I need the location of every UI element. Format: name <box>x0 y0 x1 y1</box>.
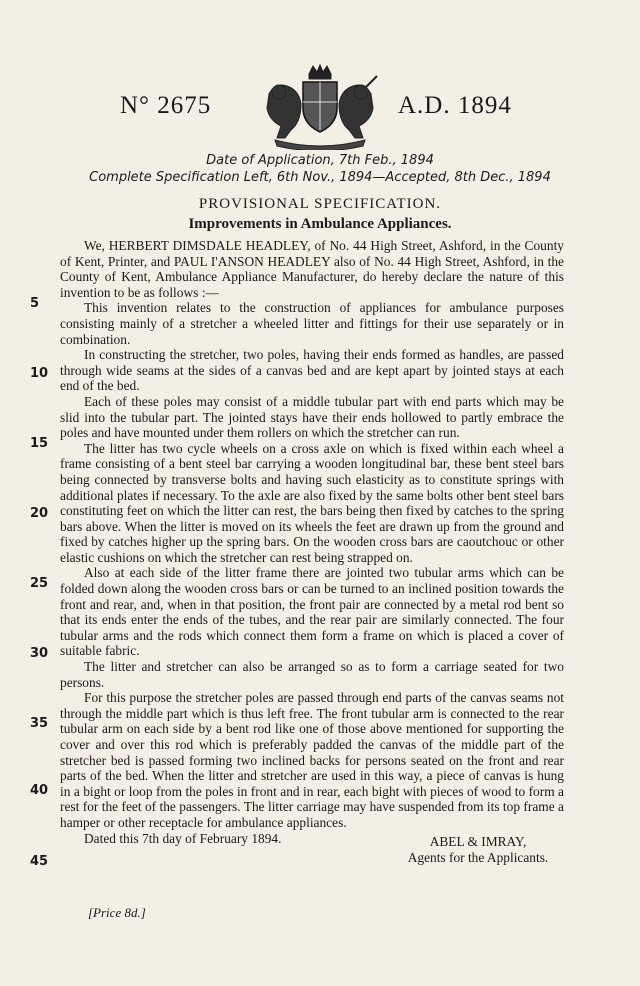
agent-firm: ABEL & IMRAY, <box>429 834 527 849</box>
line-number: 20 <box>30 506 49 521</box>
complete-specification-dates: Complete Specification Left, 6th Nov., 1894—Accepted, 8th Dec., 1894 <box>89 170 551 185</box>
paragraph-poles: Each of these poles may consist of a middle tubular part with end parts which may be slid into the tubular part. The jointed stays have their ends hollowed to partly embrace the poles and have mounted under them rollers on which the stretcher can run. <box>60 393 564 441</box>
invention-title: Improvements in Ambulance Appliances. <box>188 216 452 232</box>
line-number: 45 <box>30 854 49 869</box>
line-number: 10 <box>30 366 49 381</box>
line-number: 15 <box>30 436 49 451</box>
date-of-application: Date of Application, 7th Feb., 1894 <box>206 153 434 168</box>
paragraph-applicants: We, HERBERT DIMSDALE HEADLEY, of No. 44 High Street, Ashford, in the County of Kent, Printer, and PAUL I'ANSON HEADLEY also of No. 44 High Street, Ashford, in the County of Kent, Ambulance Appliance Manufacturer, do hereby declare the nature of this invention to be as follows :— <box>60 238 564 300</box>
paragraph-carriage: The litter and stretcher can also be arranged so as to form a carriage seated for two persons. <box>60 659 564 690</box>
provisional-specification-heading: PROVISIONAL SPECIFICATION. <box>198 196 442 212</box>
agent-role: Agents for the Applicants. <box>407 850 549 865</box>
agent-signature <box>388 834 568 866</box>
paragraph-dated: Dated this 7th day of February 1894. <box>84 830 282 846</box>
patent-number: N° 2675 <box>120 92 212 119</box>
specification-body <box>60 238 564 846</box>
line-number: 5 <box>30 296 40 311</box>
paragraph-litter: The litter has two cycle wheels on a cross axle on which is fixed within each wheel a frame consisting of a bent steel bar carrying a wooden longitudinal bar, these bent steel bars being connected by transverse bolts and having such elasticity as to constitute springs with additional plates if necessary. To the axle are also fixed by the same bolts other bent steel bars constituting feet on which the litter can rest, the bars being then fixed by catches to the spring bars above. When the litter is moved on its wheels the feet are drawn up from the ground and fixed by catches higher up the spring bars. On the wooden cross bars are caoutchouc or other elastic cushions on which the stretcher can rest being strapped on. <box>60 440 564 565</box>
paragraph-carriage-detail: For this purpose the stretcher poles are passed through end parts of the canvas seams not through the middle part which is thus left free. The front tubular arm is connected to the rear tubular arm on each side by a bent rod like one of those above mentioned for supporting the cover and over this rod which is preferably padded the canvas of the middle part of the stretcher bed is passed forming two inclined backs for persons seated on the front and rear parts of the bed. When the litter and stretcher are used in this way, a piece of canvas is hung in a bight or loop from the poles in front and in rear, each bight with pieces of wood to form a rest for the feet of the passengers. The litter carriage may have suspended from its top frame a hamper or other receptacle for ambulance appliances. <box>60 690 564 830</box>
paragraph-purpose: This invention relates to the construction of appliances for ambulance purposes consisting mainly of a stretcher a wheeled litter and fittings for their use separately or in combination. <box>60 300 564 347</box>
line-number: 40 <box>30 783 49 798</box>
paragraph-stretcher: In constructing the stretcher, two poles, having their ends formed as handles, are passed through wide seams at the sides of a canvas bed and are kept apart by jointed stays at each end of the bed. <box>60 347 564 394</box>
royal-arms-icon <box>255 64 385 150</box>
paragraph-tubular-arms: Also at each side of the litter frame there are jointed two tubular arms which can be folded down along the wooden cross bars or can be turned to an inclined position towards the front and rear, and, when in that position, the front pair are connected by a metal rod bent so that its ends enter the ends of the tubes, and the rear pair are similarly connected. The four tubular arms and the rods which connect them form a frame on which is placed a cover of suitable fabric. <box>60 565 564 659</box>
patent-year: A.D. 1894 <box>398 92 512 119</box>
line-number: 25 <box>30 576 49 591</box>
line-number: 30 <box>30 646 49 661</box>
line-number: 35 <box>30 716 49 731</box>
price-note: [Price 8d.] <box>88 905 146 920</box>
